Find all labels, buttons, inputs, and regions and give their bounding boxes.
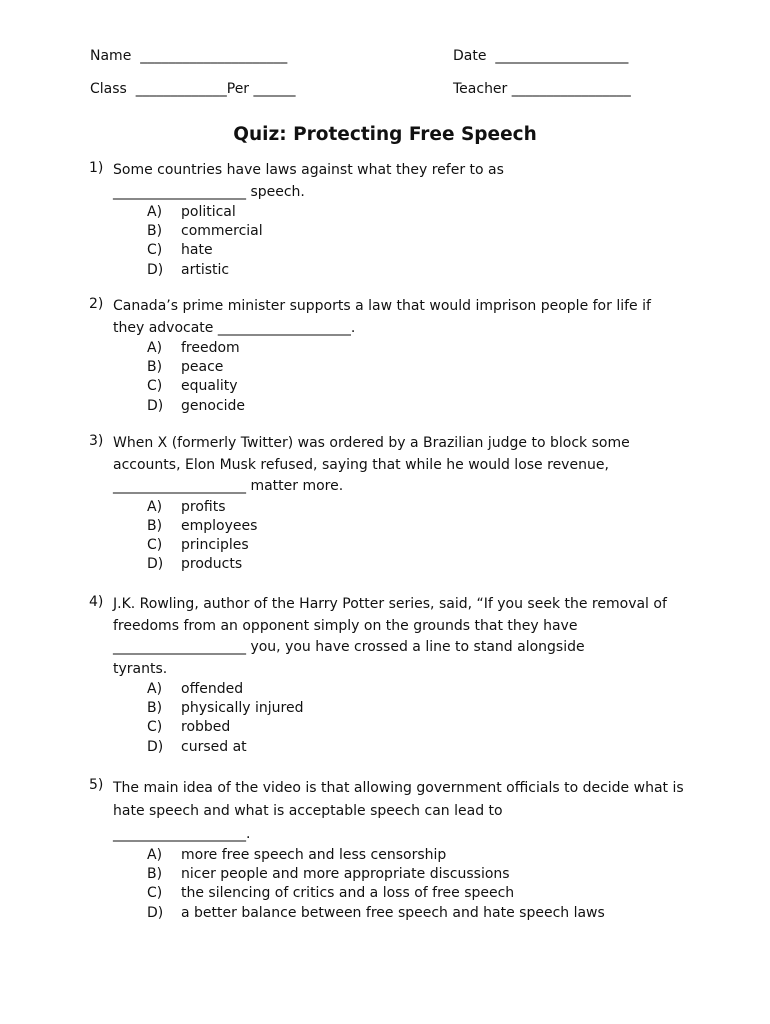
name-blank[interactable]: _____________________ <box>140 48 288 64</box>
option-letter: B) <box>147 517 163 534</box>
option-text: robbed <box>181 719 231 736</box>
class-blank[interactable]: _____________ <box>135 81 227 97</box>
option-text: peace <box>181 359 224 376</box>
question-number: 4) <box>89 594 104 610</box>
question-5 <box>89 777 729 923</box>
answer-options <box>147 203 689 280</box>
option-letter: A) <box>147 204 163 220</box>
option-text: more free speech and less censorship <box>181 847 447 863</box>
question-number: 5) <box>89 777 104 793</box>
question-number: 3) <box>89 433 104 449</box>
option-letter: B) <box>147 223 163 240</box>
question-text: When X (formerly Twitter) was ordered by a Brazilian judge to block some accounts, Elon Musk refused, saying that while he would lose revenue, ___________________ matter more. <box>113 435 630 494</box>
option-b[interactable] <box>147 358 689 377</box>
option-a[interactable] <box>147 680 689 699</box>
option-letter: B) <box>147 866 163 883</box>
option-letter: D) <box>147 904 164 921</box>
option-c[interactable] <box>147 241 689 260</box>
option-text: employees <box>181 517 258 534</box>
quiz-title: Quiz: Protecting Free Speech <box>233 124 537 145</box>
option-d[interactable] <box>147 904 729 923</box>
option-letter: D) <box>147 261 164 278</box>
date-label: Date <box>453 48 487 64</box>
answer-options <box>147 339 689 416</box>
option-letter: D) <box>147 738 164 755</box>
option-d[interactable] <box>147 261 689 280</box>
question-3 <box>89 433 689 574</box>
option-letter: D) <box>147 556 164 573</box>
option-text: political <box>181 204 236 220</box>
option-letter: A) <box>147 681 163 697</box>
option-b[interactable] <box>147 517 689 536</box>
option-c[interactable] <box>147 884 729 903</box>
question-text: J.K. Rowling, author of the Harry Potter series, said, “If you seek the removal of freedoms from an opponent simply on the grounds that they have ___________________ you, you have crossed a line to stand alongside tyrants. <box>113 596 667 677</box>
option-text: commercial <box>181 223 263 240</box>
option-d[interactable] <box>147 738 689 757</box>
option-c[interactable] <box>147 536 689 555</box>
answer-options <box>147 846 729 923</box>
class-field[interactable] <box>90 80 296 98</box>
name-field[interactable] <box>90 47 287 65</box>
option-text: a better balance between free speech and hate speech laws <box>181 904 605 921</box>
option-letter: A) <box>147 847 163 863</box>
option-letter: D) <box>147 397 164 414</box>
option-text: equality <box>181 378 238 395</box>
option-letter: C) <box>147 536 163 553</box>
question-1 <box>89 160 689 280</box>
option-text: hate <box>181 242 213 259</box>
teacher-field[interactable] <box>453 80 631 98</box>
option-a[interactable] <box>147 498 689 517</box>
option-c[interactable] <box>147 718 689 737</box>
option-text: physically injured <box>181 700 304 717</box>
option-b[interactable] <box>147 865 729 884</box>
question-4 <box>89 594 689 757</box>
question-text: The main idea of the video is that allowing government officials to decide what is hate speech and what is acceptable speech can lead to ___________________. <box>113 780 684 842</box>
answer-options <box>147 498 689 575</box>
per-blank[interactable]: ______ <box>253 81 296 97</box>
option-text: offended <box>181 681 244 697</box>
option-text: genocide <box>181 397 246 414</box>
question-2 <box>89 296 689 416</box>
class-label: Class <box>90 81 127 97</box>
name-label: Name <box>90 48 132 64</box>
question-text: Some countries have laws against what they refer to as ___________________ speech. <box>113 162 504 200</box>
answer-options <box>147 680 689 757</box>
question-number: 2) <box>89 296 104 312</box>
option-text: the silencing of critics and a loss of free speech <box>181 885 515 902</box>
option-text: profits <box>181 498 226 515</box>
question-number: 1) <box>89 160 104 176</box>
option-d[interactable] <box>147 397 689 416</box>
option-d[interactable] <box>147 555 689 574</box>
option-text: principles <box>181 536 249 553</box>
option-letter: C) <box>147 378 163 395</box>
teacher-label: Teacher <box>453 81 508 97</box>
option-text: freedom <box>181 340 240 356</box>
option-text: cursed at <box>181 738 247 755</box>
option-b[interactable] <box>147 699 689 718</box>
per-label: Per <box>226 81 250 97</box>
option-letter: C) <box>147 242 163 259</box>
option-b[interactable] <box>147 222 689 241</box>
question-text: Canada’s prime minister supports a law that would imprison people for life if they advocate ___________________. <box>113 298 651 336</box>
option-text: nicer people and more appropriate discussions <box>181 866 510 883</box>
date-blank[interactable]: ___________________ <box>495 48 629 64</box>
option-letter: C) <box>147 719 163 736</box>
option-letter: A) <box>147 340 163 356</box>
option-letter: C) <box>147 885 163 902</box>
option-letter: A) <box>147 498 163 515</box>
teacher-blank[interactable]: _________________ <box>511 81 631 97</box>
option-text: artistic <box>181 261 230 278</box>
option-text: products <box>181 556 243 573</box>
option-c[interactable] <box>147 377 689 396</box>
option-a[interactable] <box>147 339 689 358</box>
option-a[interactable] <box>147 203 689 222</box>
date-field[interactable] <box>453 47 628 65</box>
option-letter: B) <box>147 359 163 376</box>
option-a[interactable] <box>147 846 729 865</box>
option-letter: B) <box>147 700 163 717</box>
